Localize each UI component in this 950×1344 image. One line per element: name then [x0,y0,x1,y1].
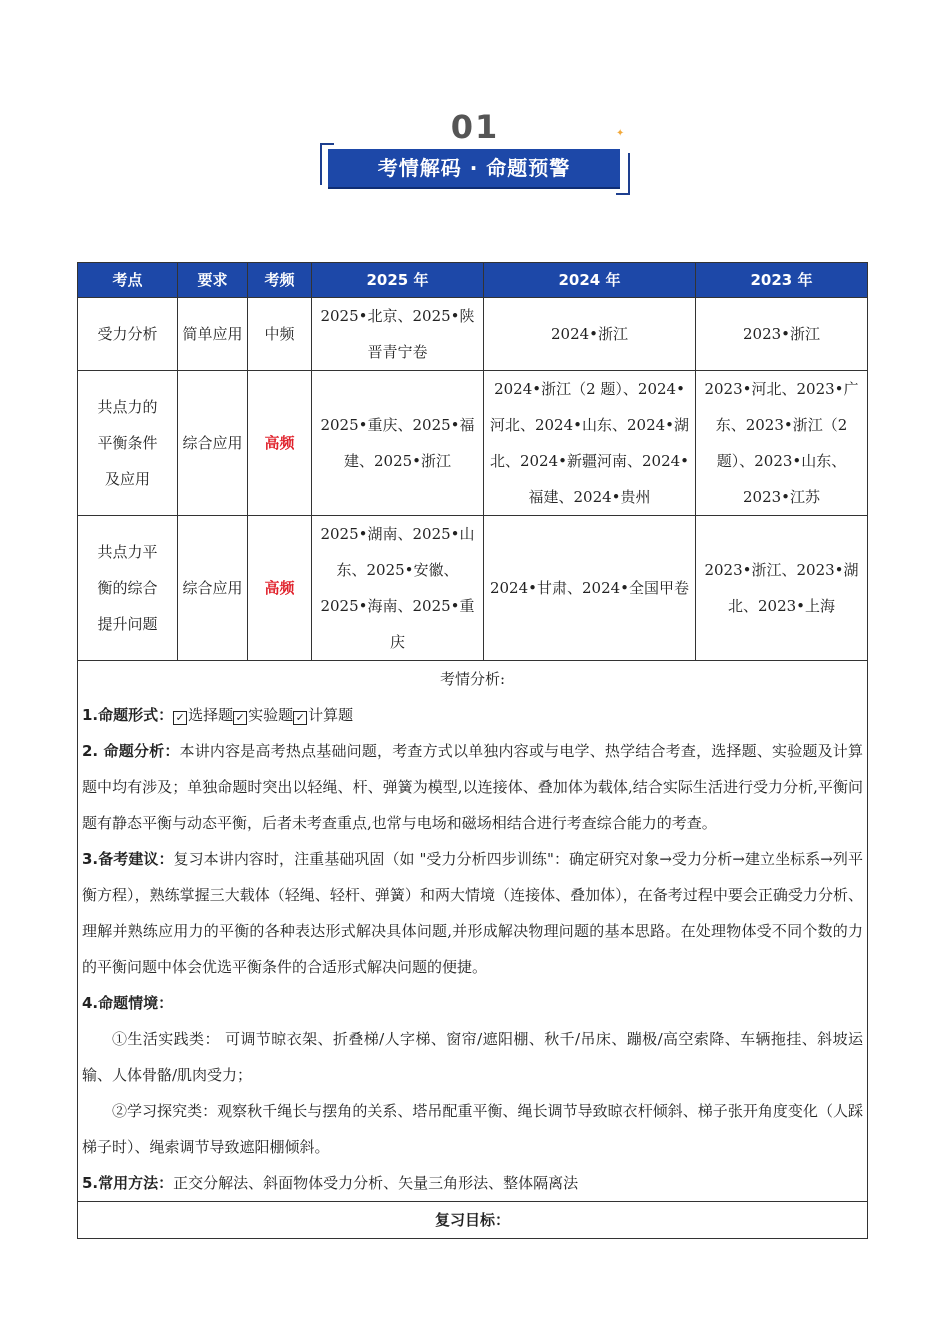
item-text: 正交分解法、斜面物体受力分析、矢量三角形法、整体隔离法 [173,1174,579,1192]
table-header-row [78,263,868,298]
col-header-requirement: 要求 [178,263,248,298]
analysis-cell [78,661,868,1202]
checkbox-checked-icon: ✓ [173,711,187,725]
topic-cell: 受力分析 [78,298,178,371]
requirement-cell: 综合应用 [178,371,248,516]
year-2024-cell: 2024•浙江 [484,298,696,371]
year-2023-cell: 2023•河北、2023•广东、2023•浙江（2 题）、2023•山东、2023•江苏 [696,371,868,516]
section-banner [320,143,630,195]
analysis-item-advice [82,841,863,985]
year-2025-cell: 2025•重庆、2025•福建、2025•浙江 [312,371,484,516]
item-text: 本讲内容是高考热点基础问题，考查方式以单独内容或与电学、热学结合考查，选择题、实验题及计算题中均有涉及；单独命题时突出以轻绳、杆、弹簧为模型,以连接体、叠加体为载体,结合实际生活进行受力分析,平衡问题有静态平衡与动态平衡，后者未考查重点,也常与电场和磁场相结合进行考查综合能力的考查。 [82,742,863,832]
item-label: 2. 命题分析： [82,742,180,760]
analysis-heading: 考情分析: [439,670,506,688]
col-header-2023: 2023 年 [696,263,868,298]
checkbox-checked-icon: ✓ [233,711,247,725]
checkbox-checked-icon: ✓ [293,711,307,725]
item-label: 1.命题形式： [82,706,174,724]
item-label: 4.命题情境： [82,994,174,1012]
review-row [78,1202,868,1239]
table-row [78,371,868,516]
context-study-inquiry: ②学习探究类：观察秋千绳长与摆角的关系、塔吊配重平衡、绳长调节导致晾衣杆倾斜、梯子张开角度变化（人踩梯子时）、绳索调节导致遮阳棚倾斜。 [82,1102,863,1156]
analysis-item-methods [82,1165,863,1201]
section-number: 01 [450,108,500,146]
frequency-cell: 高频 [248,371,312,516]
review-heading: 复习目标： [78,1202,868,1239]
analysis-row [78,661,868,1202]
banner-title: 考情解码 · 命题预警 [328,149,620,187]
year-2025-cell: 2025•北京、2025•陕晋青宁卷 [312,298,484,371]
item-label: 5.常用方法： [82,1174,174,1192]
table-row [78,516,868,661]
analysis-item-form [82,697,863,733]
analysis-item-analysis [82,733,863,841]
topic-cell: 共点力的平衡条件及应用 [78,371,178,516]
table-row [78,298,868,371]
col-header-2025: 2025 年 [312,263,484,298]
col-header-2024: 2024 年 [484,263,696,298]
item-text: 复习本讲内容时，注重基础巩固（如 "受力分析四步训练"：确定研究对象→受力分析→建立坐标系→列平衡方程），熟练掌握三大载体（轻绳、轻杆、弹簧）和两大情境（连接体、叠加体），在备考过程中要会正确受力分析、理解并熟练应用力的平衡的各种表达形式解决具体问题,并形成解决物理问题的基本思路。在处理物体受不同个数的力的平衡问题中体会优选平衡条件的合适形式解决问题的便捷。 [82,850,863,976]
analysis-item-context [82,985,863,1021]
requirement-cell: 简单应用 [178,298,248,371]
option-label: 计算题 [308,706,354,724]
year-2023-cell: 2023•浙江 [696,298,868,371]
col-header-topic: 考点 [78,263,178,298]
frequency-cell: 中频 [248,298,312,371]
year-2024-cell: 2024•浙江（2 题）、2024•河北、2024•山东、2024•湖北、2024•新疆河南、2024•福建、2024•贵州 [484,371,696,516]
year-2024-cell: 2024•甘肃、2024•全国甲卷 [484,516,696,661]
option-label: 选择题 [188,706,234,724]
topic-cell: 共点力平衡的综合提升问题 [78,516,178,661]
context-life-practice: ①生活实践类： 可调节晾衣架、折叠梯/人字梯、窗帘/遮阳棚、秋千/吊床、蹦极/高空索降、车辆拖挂、斜坡运输、人体骨骼/肌肉受力； [82,1030,863,1084]
option-label: 实验题 [248,706,294,724]
year-2023-cell: 2023•浙江、2023•湖北、2023•上海 [696,516,868,661]
col-header-frequency: 考频 [248,263,312,298]
exam-analysis-table [77,262,868,1239]
year-2025-cell: 2025•湖南、2025•山东、2025•安徽、2025•海南、2025•重庆 [312,516,484,661]
requirement-cell: 综合应用 [178,516,248,661]
frequency-cell: 高频 [248,516,312,661]
item-label: 3.备考建议： [82,850,174,868]
sparkle-icon: ✦ [616,128,625,139]
